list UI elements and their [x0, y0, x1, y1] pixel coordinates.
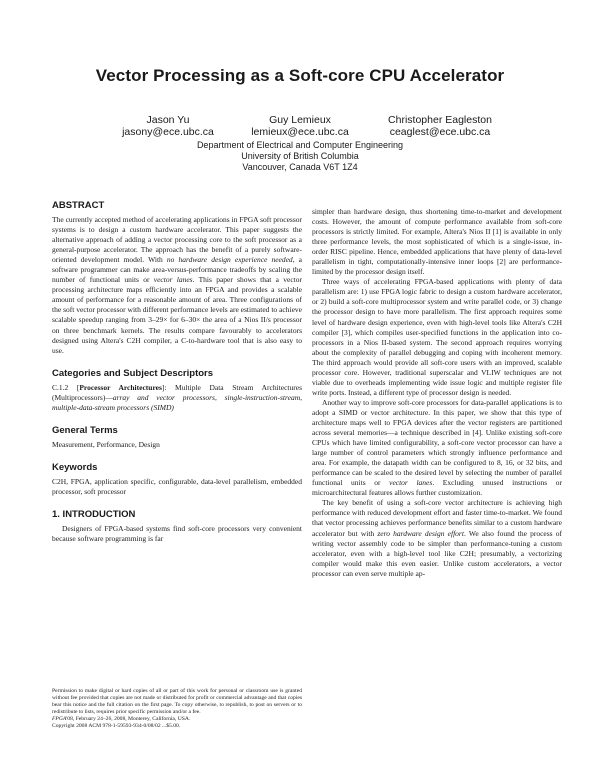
- copyright-line: Copyright 2008 ACM 978-1-59593-934-0/08/02 ...$5.00.: [52, 723, 181, 730]
- author-1: [108, 114, 228, 138]
- university: University of British Columbia: [241, 151, 359, 161]
- abstract-text: The currently accepted method of accelerating applications in FPGA soft processor systems is to design a custom hardware accelerator. This paper suggests the alternative approach of adding a vector processing core to the soft processor as a general-purpose accelerator. The approach has the benefit of a purely software-oriented development model. With no hardware design experience needed, a software programmer can make area-versus-performance tradeoffs by scaling the number of functional units or vector lanes. This paper shows that a vector processing architecture maps efficiently into an FPGA and provides a scalable amount of performance for a reasonable amount of area. Three configurations of the soft vector processor with different performance levels are estimated to achieve scalable speedup ranging from 3–29× for 6–30× the area of a Nios II/s processor on three benchmark kernels. The results compare favourably to accelerators designed using Altera's C2H compiler, a C-to-hardware tool that is also easy to use.: [52, 215, 302, 355]
- categories-text: C.1.2 [Processor Architectures]: Multiple Data Stream Architectures (Multiprocessors)—array and vector processors, single-instruction-stream, multiple-data-stream processors (SIMD): [52, 382, 302, 412]
- author-name: Guy Lemieux: [269, 114, 331, 126]
- intro-paragraph-3: Another way to improve soft-core processors for data-parallel applications is to adopt a SIMD or vector architecture. In this paper, we show that this type of architecture maps well to FPGA devices after the vector registers are partitioned across several memories—a technique described in [4]. Unlike existing soft-core CPUs which have limited configurability, a soft-core vector processor can have a large number of control parameters which strongly influence performance and area. For example, the datapath width can be configured to 8, 16, or 32 bits, and performance can be scaled to the desired level by selecting the number of parallel functional units or vector lanes. Excluding unused instructions or microarchitectural features allows further customization.: [312, 397, 562, 498]
- author-2: [240, 114, 360, 138]
- categories-heading: Categories and Subject Descriptors: [52, 367, 214, 379]
- keywords-heading: Keywords: [52, 461, 98, 473]
- author-email: ceaglest@ece.ubc.ca: [389, 126, 491, 138]
- location: Vancouver, Canada V6T 1Z4: [242, 162, 358, 172]
- author-name: Jason Yu: [146, 114, 190, 126]
- intro-paragraph-4: The key benefit of using a soft-core vector architecture is achieving high performance with reduced development effort and faster time-to-market. We found that vector processing achieves performance benefits similar to a custom hardware accelerator but with zero hardware design effort. We also found the process of writing vector assembly code to be simpler than performance-tuning a custom accelerator, even with a high-level tool like C2H; presumably, a vectorizing compiler would make this even easier. Unlike custom accelerators, a vector processor can even serve multiple ap-: [312, 498, 562, 578]
- department: Department of Electrical and Computer Engineering: [196, 140, 404, 150]
- right-column: [312, 207, 562, 579]
- author-email: lemieux@ece.ubc.ca: [251, 126, 349, 138]
- author-name: Christopher Eagleston: [388, 114, 492, 126]
- intro-paragraph-2: Three ways of accelerating FPGA-based applications with plenty of data parallelism are: 1) use FPGA logic fabric to design a custom hardware accelerator, or 2) build a soft-core multiprocessor system and write parallel code, or 3) change the processor design to have more parallelism. The first approach requires some level of hardware design experience, even with high-level tools like Altera's C2H compiler [3], which compiles user-specified functions in the application into co-processors in a Nios II-based system. The second approach requires worrying about the complexity of parallel debugging and coping with incoherent memory. The third approach would provide all soft-core users with an improved, scalable processor core. However, traditional superscalar and VLIW techniques are not viable due to overheads implementing wide issue logic and multiple register file write ports. Instead, a different type of processor design is needed.: [312, 277, 562, 397]
- introduction-paragraph: Designers of FPGA-based systems find soft-core processors very convenient because software programming is far: [52, 523, 302, 543]
- copyright-footnote: [52, 688, 302, 731]
- left-column: [52, 200, 302, 544]
- general-terms-heading: General Terms: [52, 424, 118, 436]
- introduction-heading: 1. INTRODUCTION: [52, 508, 136, 520]
- author-3: [360, 114, 520, 138]
- venue-line: FPGA'08, February 24–26, 2008, Monterey, California, USA.: [52, 716, 191, 723]
- permission-notice: Permission to make digital or hard copies of all or part of this work for personal or classroom use is granted without fee provided that copies are not made or distributed for profit or commercial advantage and that copies bear this notice and the full citation on the first page. To copy otherwise, to republish, to post on servers or to redistribute to lists, requires prior specific permission and/or a fee.: [52, 688, 302, 716]
- affiliation: [0, 140, 600, 173]
- author-email: jasony@ece.ubc.ca: [122, 126, 214, 138]
- general-terms-text: Measurement, Performance, Design: [52, 439, 160, 449]
- keywords-text: C2H, FPGA, application specific, configurable, data-level parallelism, embedded processor, soft processor: [52, 476, 302, 496]
- abstract-heading: ABSTRACT: [52, 200, 105, 211]
- paper-title: Vector Processing as a Soft-core CPU Accelerator: [95, 66, 505, 85]
- intro-paragraph-continued: simpler than hardware design, thus shortening time-to-market and development costs. However, the amount of compute performance available from soft-core processors is strictly limited. For example, Altera's Nios II [1] is available in only three performance levels, the most sophisticated of which is a single-issue, in-order RISC pipeline. Hence, embedded applications that have plenty of data-level parallelism in tight, computationally-intensive inner loops [2] are performance-limited by the processor design itself.: [312, 207, 562, 277]
